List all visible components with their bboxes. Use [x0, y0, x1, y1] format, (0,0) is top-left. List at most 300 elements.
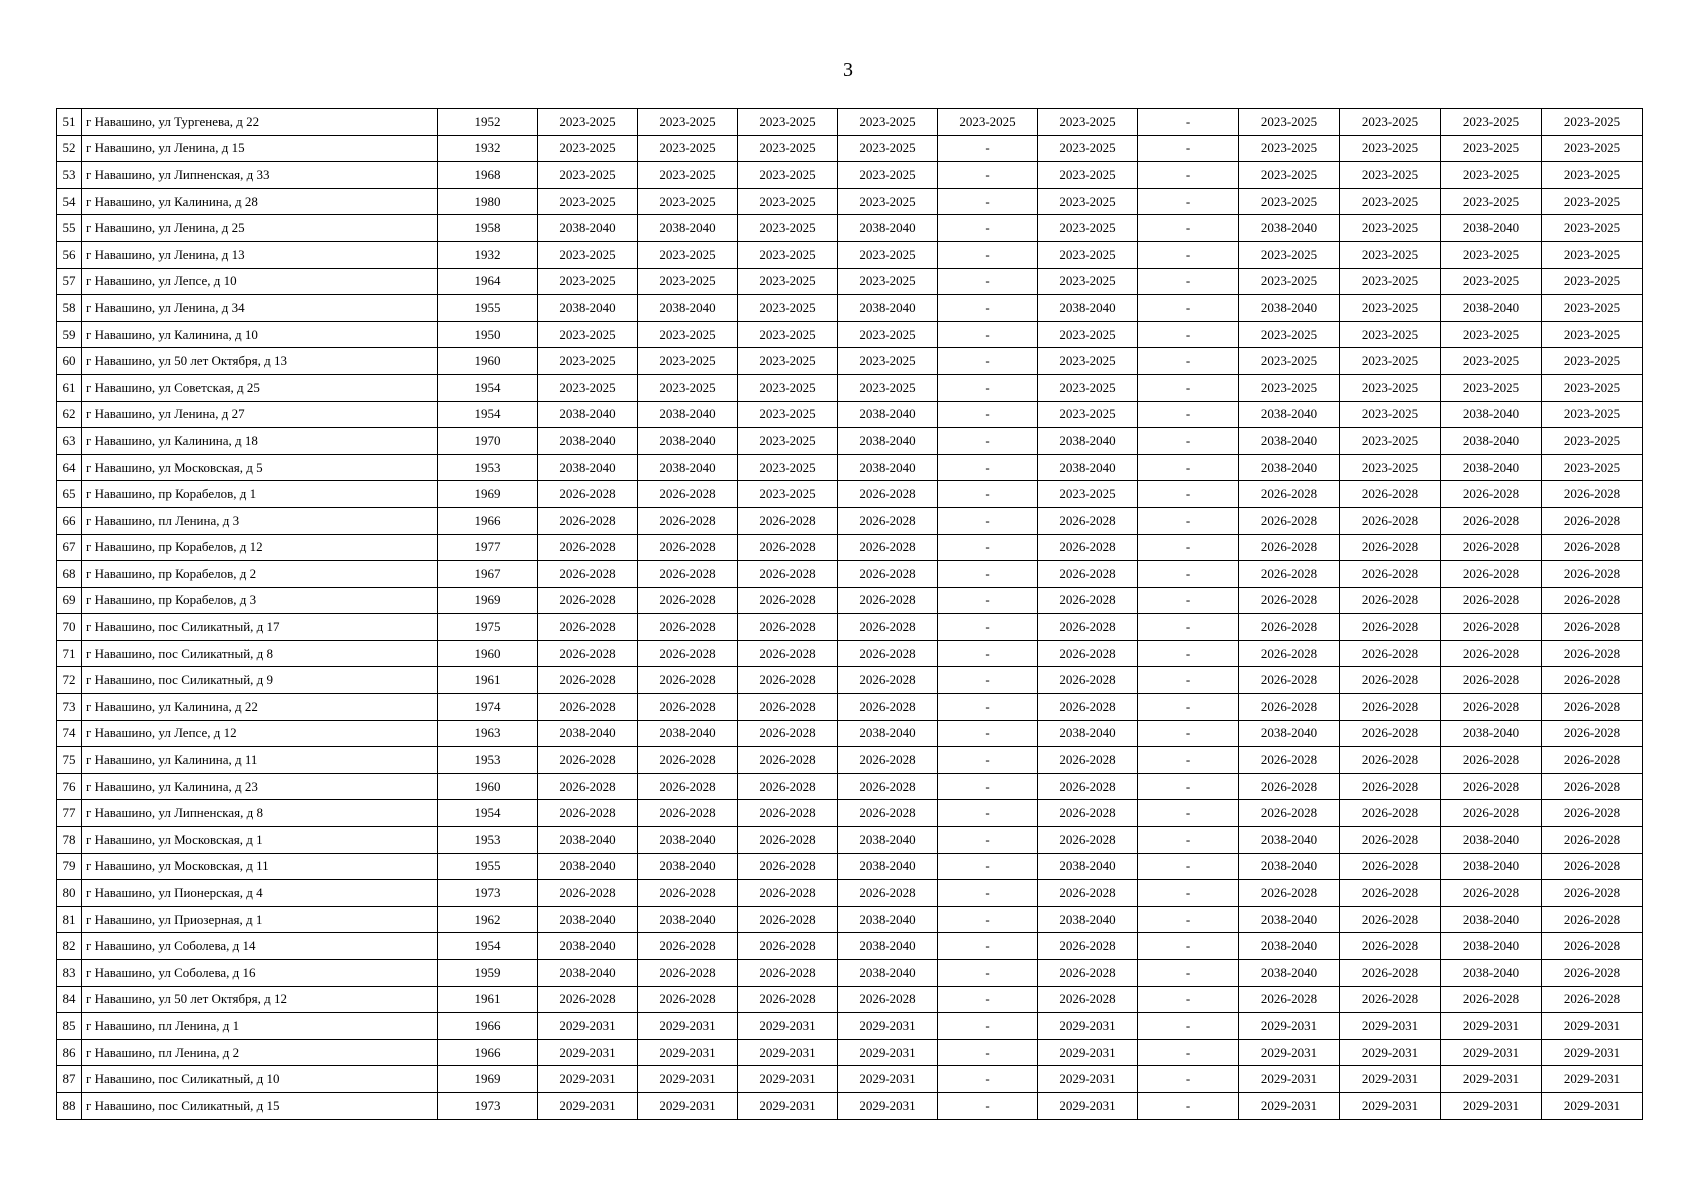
period-cell: 2026-2028	[1542, 614, 1643, 641]
period-cell: 2038-2040	[1441, 401, 1542, 428]
period-cell: 2026-2028	[1038, 507, 1138, 534]
period-cell: 2023-2025	[1542, 401, 1643, 428]
period-cell: 2026-2028	[538, 773, 638, 800]
address-cell: г Навашино, ул Соболева, д 14	[82, 933, 438, 960]
period-cell: 2029-2031	[638, 1092, 738, 1119]
period-cell: 2026-2028	[1340, 880, 1441, 907]
period-cell: 2038-2040	[1038, 428, 1138, 455]
period-cell: 2038-2040	[538, 454, 638, 481]
period-cell: 2038-2040	[638, 428, 738, 455]
period-cell: 2029-2031	[638, 1013, 738, 1040]
period-cell: 2026-2028	[1340, 507, 1441, 534]
period-cell: 2038-2040	[838, 295, 938, 322]
period-cell: 2023-2025	[738, 241, 838, 268]
period-cell: 2038-2040	[1239, 960, 1340, 987]
period-cell: 2038-2040	[1239, 428, 1340, 455]
row-number-cell: 72	[57, 667, 82, 694]
period-cell: 2023-2025	[738, 374, 838, 401]
year-built-cell: 1961	[438, 986, 538, 1013]
period-cell: 2026-2028	[738, 534, 838, 561]
period-cell: 2026-2028	[1441, 507, 1542, 534]
period-cell: 2038-2040	[1239, 720, 1340, 747]
year-built-cell: 1980	[438, 188, 538, 215]
period-cell: 2038-2040	[1038, 295, 1138, 322]
row-number-cell: 68	[57, 561, 82, 588]
period-cell: 2026-2028	[1441, 694, 1542, 721]
period-cell: 2038-2040	[838, 853, 938, 880]
year-built-cell: 1932	[438, 135, 538, 162]
period-cell: 2023-2025	[738, 188, 838, 215]
period-cell: -	[1138, 720, 1239, 747]
period-cell: -	[1138, 295, 1239, 322]
table-row	[57, 827, 1643, 854]
period-cell: 2023-2025	[838, 348, 938, 375]
period-cell: 2026-2028	[1239, 640, 1340, 667]
period-cell: 2038-2040	[1441, 906, 1542, 933]
row-number-cell: 86	[57, 1039, 82, 1066]
period-cell: 2026-2028	[738, 561, 838, 588]
row-number-cell: 80	[57, 880, 82, 907]
table-row	[57, 800, 1643, 827]
period-cell: -	[938, 215, 1038, 242]
period-cell: 2026-2028	[1340, 960, 1441, 987]
period-cell: 2026-2028	[1542, 960, 1643, 987]
period-cell: 2026-2028	[638, 507, 738, 534]
period-cell: 2026-2028	[738, 667, 838, 694]
period-cell: 2023-2025	[638, 241, 738, 268]
year-built-cell: 1970	[438, 428, 538, 455]
period-cell: 2026-2028	[538, 507, 638, 534]
year-built-cell: 1966	[438, 1039, 538, 1066]
period-cell: -	[938, 348, 1038, 375]
period-cell: 2026-2028	[1038, 534, 1138, 561]
period-cell: 2038-2040	[838, 720, 938, 747]
table-row	[57, 268, 1643, 295]
period-cell: 2026-2028	[838, 507, 938, 534]
period-cell: 2026-2028	[738, 986, 838, 1013]
period-cell: 2029-2031	[638, 1039, 738, 1066]
period-cell: 2023-2025	[1038, 374, 1138, 401]
period-cell: 2038-2040	[538, 295, 638, 322]
period-cell: -	[938, 1039, 1038, 1066]
period-cell: 2038-2040	[638, 215, 738, 242]
table-row	[57, 667, 1643, 694]
period-cell: -	[938, 880, 1038, 907]
period-cell: 2023-2025	[1239, 188, 1340, 215]
period-cell: -	[938, 454, 1038, 481]
period-cell: 2023-2025	[1340, 135, 1441, 162]
address-cell: г Навашино, ул Калинина, д 28	[82, 188, 438, 215]
period-cell: -	[1138, 1066, 1239, 1093]
period-cell: 2038-2040	[538, 933, 638, 960]
period-cell: 2038-2040	[1441, 960, 1542, 987]
period-cell: -	[938, 135, 1038, 162]
period-cell: 2023-2025	[1441, 348, 1542, 375]
period-cell: -	[1138, 614, 1239, 641]
period-cell: 2029-2031	[1441, 1013, 1542, 1040]
period-cell: 2023-2025	[1340, 215, 1441, 242]
address-cell: г Навашино, ул Калинина, д 23	[82, 773, 438, 800]
period-cell: 2026-2028	[1340, 986, 1441, 1013]
period-cell: 2026-2028	[1239, 880, 1340, 907]
period-cell: 2023-2025	[1239, 374, 1340, 401]
address-cell: г Навашино, ул Соболева, д 16	[82, 960, 438, 987]
period-cell: 2026-2028	[538, 614, 638, 641]
period-cell: 2038-2040	[1239, 906, 1340, 933]
row-number-cell: 73	[57, 694, 82, 721]
period-cell: 2026-2028	[1441, 667, 1542, 694]
address-cell: г Навашино, ул Советская, д 25	[82, 374, 438, 401]
row-number-cell: 65	[57, 481, 82, 508]
period-cell: -	[938, 321, 1038, 348]
period-cell: 2038-2040	[1441, 295, 1542, 322]
period-cell: 2038-2040	[1441, 720, 1542, 747]
period-cell: 2023-2025	[638, 188, 738, 215]
period-cell: 2026-2028	[838, 614, 938, 641]
address-cell: г Навашино, пл Ленина, д 2	[82, 1039, 438, 1066]
period-cell: 2038-2040	[838, 215, 938, 242]
period-cell: -	[1138, 1039, 1239, 1066]
year-built-cell: 1966	[438, 1013, 538, 1040]
period-cell: 2038-2040	[638, 454, 738, 481]
period-cell: 2023-2025	[1340, 241, 1441, 268]
period-cell: 2026-2028	[1038, 694, 1138, 721]
period-cell: -	[938, 241, 1038, 268]
period-cell: 2029-2031	[538, 1039, 638, 1066]
period-cell: -	[1138, 348, 1239, 375]
period-cell: 2026-2028	[838, 773, 938, 800]
page-number: 3	[843, 59, 853, 81]
address-cell: г Навашино, ул Ленина, д 13	[82, 241, 438, 268]
period-cell: 2023-2025	[638, 162, 738, 189]
period-cell: 2026-2028	[738, 880, 838, 907]
period-cell: 2026-2028	[638, 986, 738, 1013]
table-row	[57, 1066, 1643, 1093]
year-built-cell: 1974	[438, 694, 538, 721]
row-number-cell: 85	[57, 1013, 82, 1040]
period-cell: 2038-2040	[1038, 720, 1138, 747]
period-cell: 2026-2028	[1239, 800, 1340, 827]
period-cell: 2023-2025	[1038, 241, 1138, 268]
row-number-cell: 62	[57, 401, 82, 428]
period-cell: 2023-2025	[738, 348, 838, 375]
period-cell: 2026-2028	[1441, 747, 1542, 774]
period-cell: 2023-2025	[738, 162, 838, 189]
period-cell: 2029-2031	[638, 1066, 738, 1093]
period-cell: 2026-2028	[1542, 773, 1643, 800]
address-cell: г Навашино, ул Калинина, д 22	[82, 694, 438, 721]
period-cell: 2026-2028	[538, 561, 638, 588]
table-row	[57, 561, 1643, 588]
address-cell: г Навашино, пос Силикатный, д 8	[82, 640, 438, 667]
row-number-cell: 75	[57, 747, 82, 774]
period-cell: 2038-2040	[838, 933, 938, 960]
period-cell: -	[1138, 667, 1239, 694]
period-cell: 2026-2028	[1239, 481, 1340, 508]
period-cell: 2026-2028	[1340, 800, 1441, 827]
period-cell: 2023-2025	[1038, 321, 1138, 348]
row-number-cell: 54	[57, 188, 82, 215]
year-built-cell: 1969	[438, 1066, 538, 1093]
row-number-cell: 57	[57, 268, 82, 295]
period-cell: 2026-2028	[738, 720, 838, 747]
period-cell: 2029-2031	[1239, 1039, 1340, 1066]
period-cell: 2026-2028	[538, 986, 638, 1013]
period-cell: 2026-2028	[1340, 534, 1441, 561]
period-cell: 2026-2028	[1340, 720, 1441, 747]
period-cell: -	[1138, 561, 1239, 588]
period-cell: 2023-2025	[1542, 109, 1643, 136]
table-row	[57, 534, 1643, 561]
period-cell: 2023-2025	[1441, 162, 1542, 189]
address-cell: г Навашино, ул Пионерская, д 4	[82, 880, 438, 907]
period-cell: 2023-2025	[738, 428, 838, 455]
period-cell: 2026-2028	[1038, 986, 1138, 1013]
period-cell: 2029-2031	[1542, 1039, 1643, 1066]
period-cell: 2038-2040	[1441, 827, 1542, 854]
period-cell: 2023-2025	[1542, 348, 1643, 375]
period-cell: 2023-2025	[1340, 428, 1441, 455]
row-number-cell: 82	[57, 933, 82, 960]
period-cell: 2038-2040	[1038, 906, 1138, 933]
address-cell: г Навашино, ул Московская, д 11	[82, 853, 438, 880]
period-cell: 2026-2028	[1441, 534, 1542, 561]
period-cell: 2029-2031	[1340, 1092, 1441, 1119]
row-number-cell: 79	[57, 853, 82, 880]
period-cell: 2026-2028	[1340, 561, 1441, 588]
period-cell: 2038-2040	[838, 454, 938, 481]
year-built-cell: 1932	[438, 241, 538, 268]
period-cell: 2026-2028	[638, 880, 738, 907]
period-cell: 2023-2025	[1441, 109, 1542, 136]
period-cell: 2026-2028	[1038, 773, 1138, 800]
period-cell: 2026-2028	[1038, 800, 1138, 827]
period-cell: -	[1138, 800, 1239, 827]
period-cell: 2023-2025	[738, 268, 838, 295]
address-cell: г Навашино, ул Калинина, д 18	[82, 428, 438, 455]
period-cell: 2026-2028	[1038, 880, 1138, 907]
period-cell: 2023-2025	[1038, 268, 1138, 295]
period-cell: 2023-2025	[638, 348, 738, 375]
period-cell: 2026-2028	[1542, 640, 1643, 667]
period-cell: -	[938, 1092, 1038, 1119]
period-cell: 2023-2025	[1038, 348, 1138, 375]
address-cell: г Навашино, пр Корабелов, д 12	[82, 534, 438, 561]
address-cell: г Навашино, ул Ленина, д 27	[82, 401, 438, 428]
period-cell: -	[1138, 321, 1239, 348]
period-cell: 2023-2025	[738, 454, 838, 481]
period-cell: -	[1138, 428, 1239, 455]
row-number-cell: 67	[57, 534, 82, 561]
period-cell: 2026-2028	[1542, 667, 1643, 694]
period-cell: 2026-2028	[1038, 561, 1138, 588]
period-cell: 2026-2028	[1340, 587, 1441, 614]
period-cell: 2038-2040	[638, 720, 738, 747]
period-cell: -	[1138, 986, 1239, 1013]
period-cell: 2038-2040	[1239, 853, 1340, 880]
table-row	[57, 960, 1643, 987]
period-cell: 2023-2025	[1239, 135, 1340, 162]
period-cell: 2023-2025	[738, 295, 838, 322]
year-built-cell: 1954	[438, 374, 538, 401]
period-cell: 2023-2025	[538, 374, 638, 401]
period-cell: 2023-2025	[1542, 295, 1643, 322]
period-cell: 2026-2028	[838, 986, 938, 1013]
period-cell: 2029-2031	[838, 1039, 938, 1066]
period-cell: -	[1138, 481, 1239, 508]
period-cell: 2029-2031	[1340, 1013, 1441, 1040]
year-built-cell: 1954	[438, 800, 538, 827]
period-cell: 2026-2028	[1542, 561, 1643, 588]
period-cell: 2026-2028	[1038, 933, 1138, 960]
period-cell: 2026-2028	[1340, 640, 1441, 667]
period-cell: -	[1138, 109, 1239, 136]
period-cell: -	[938, 853, 1038, 880]
period-cell: 2029-2031	[738, 1066, 838, 1093]
year-built-cell: 1960	[438, 773, 538, 800]
table-row	[57, 374, 1643, 401]
period-cell: 2038-2040	[1441, 215, 1542, 242]
period-cell: 2026-2028	[738, 906, 838, 933]
period-cell: 2026-2028	[638, 960, 738, 987]
period-cell: 2038-2040	[838, 827, 938, 854]
period-cell: 2026-2028	[1542, 481, 1643, 508]
row-number-cell: 81	[57, 906, 82, 933]
address-cell: г Навашино, пос Силикатный, д 17	[82, 614, 438, 641]
row-number-cell: 78	[57, 827, 82, 854]
period-cell: 2023-2025	[838, 374, 938, 401]
period-cell: 2026-2028	[538, 534, 638, 561]
period-cell: 2023-2025	[538, 321, 638, 348]
period-cell: 2026-2028	[1441, 561, 1542, 588]
period-cell: 2026-2028	[638, 587, 738, 614]
period-cell: -	[1138, 454, 1239, 481]
row-number-cell: 76	[57, 773, 82, 800]
period-cell: 2023-2025	[1441, 268, 1542, 295]
table-row	[57, 747, 1643, 774]
period-cell: 2026-2028	[1239, 614, 1340, 641]
period-cell: 2023-2025	[1038, 215, 1138, 242]
period-cell: 2023-2025	[1542, 428, 1643, 455]
period-cell: 2026-2028	[838, 534, 938, 561]
year-built-cell: 1959	[438, 960, 538, 987]
period-cell: 2026-2028	[1542, 694, 1643, 721]
table-row	[57, 241, 1643, 268]
period-cell: 2023-2025	[538, 188, 638, 215]
period-cell: 2026-2028	[838, 667, 938, 694]
row-number-cell: 59	[57, 321, 82, 348]
period-cell: 2038-2040	[1038, 454, 1138, 481]
period-cell: 2023-2025	[1239, 162, 1340, 189]
period-cell: 2026-2028	[738, 960, 838, 987]
period-cell: 2026-2028	[638, 747, 738, 774]
period-cell: 2026-2028	[1340, 667, 1441, 694]
year-built-cell: 1960	[438, 348, 538, 375]
period-cell: 2023-2025	[1441, 188, 1542, 215]
table-row	[57, 481, 1643, 508]
period-cell: 2038-2040	[1239, 401, 1340, 428]
period-cell: 2038-2040	[638, 906, 738, 933]
period-cell: -	[1138, 188, 1239, 215]
period-cell: -	[1138, 933, 1239, 960]
address-cell: г Навашино, пос Силикатный, д 10	[82, 1066, 438, 1093]
table-row	[57, 401, 1643, 428]
row-number-cell: 53	[57, 162, 82, 189]
period-cell: 2029-2031	[1239, 1013, 1340, 1040]
period-cell: 2026-2028	[1038, 747, 1138, 774]
table-row	[57, 428, 1643, 455]
period-cell: 2023-2025	[738, 321, 838, 348]
period-cell: 2026-2028	[1542, 853, 1643, 880]
period-cell: 2023-2025	[1340, 188, 1441, 215]
period-cell: 2023-2025	[638, 109, 738, 136]
period-cell: 2026-2028	[1542, 933, 1643, 960]
period-cell: -	[938, 162, 1038, 189]
table-row	[57, 162, 1643, 189]
period-cell: 2023-2025	[1340, 321, 1441, 348]
period-cell: -	[1138, 135, 1239, 162]
period-cell: 2038-2040	[1038, 853, 1138, 880]
period-cell: 2038-2040	[638, 853, 738, 880]
period-cell: 2029-2031	[1441, 1092, 1542, 1119]
table-row	[57, 215, 1643, 242]
period-cell: 2038-2040	[1441, 853, 1542, 880]
address-cell: г Навашино, ул Ленина, д 15	[82, 135, 438, 162]
period-cell: 2023-2025	[1340, 401, 1441, 428]
period-cell: 2023-2025	[638, 268, 738, 295]
period-cell: 2023-2025	[538, 268, 638, 295]
year-built-cell: 1975	[438, 614, 538, 641]
period-cell: 2023-2025	[1542, 215, 1643, 242]
period-cell: 2026-2028	[1542, 800, 1643, 827]
period-cell: 2026-2028	[1441, 880, 1542, 907]
row-number-cell: 77	[57, 800, 82, 827]
period-cell: 2023-2025	[1441, 241, 1542, 268]
row-number-cell: 83	[57, 960, 82, 987]
period-cell: 2026-2028	[1542, 507, 1643, 534]
period-cell: 2029-2031	[738, 1039, 838, 1066]
period-cell: 2026-2028	[638, 614, 738, 641]
period-cell: 2023-2025	[1441, 135, 1542, 162]
period-cell: 2023-2025	[638, 374, 738, 401]
row-number-cell: 74	[57, 720, 82, 747]
address-cell: г Навашино, пл Ленина, д 1	[82, 1013, 438, 1040]
table-row	[57, 587, 1643, 614]
period-cell: 2023-2025	[738, 215, 838, 242]
period-cell: 2029-2031	[1542, 1066, 1643, 1093]
period-cell: 2026-2028	[1340, 853, 1441, 880]
year-built-cell: 1964	[438, 268, 538, 295]
period-cell: -	[938, 800, 1038, 827]
table-row	[57, 614, 1643, 641]
period-cell: 2026-2028	[1542, 720, 1643, 747]
period-cell: 2026-2028	[1239, 747, 1340, 774]
period-cell: 2026-2028	[838, 481, 938, 508]
period-cell: 2038-2040	[838, 401, 938, 428]
period-cell: 2026-2028	[638, 534, 738, 561]
period-cell: -	[1138, 853, 1239, 880]
period-cell: 2023-2025	[738, 401, 838, 428]
period-cell: -	[1138, 268, 1239, 295]
period-cell: 2026-2028	[1340, 933, 1441, 960]
period-cell: 2026-2028	[1340, 906, 1441, 933]
period-cell: 2023-2025	[538, 241, 638, 268]
table-body	[57, 109, 1643, 1120]
period-cell: 2023-2025	[1038, 109, 1138, 136]
address-cell: г Навашино, ул Ленина, д 34	[82, 295, 438, 322]
row-number-cell: 58	[57, 295, 82, 322]
period-cell: 2026-2028	[838, 694, 938, 721]
